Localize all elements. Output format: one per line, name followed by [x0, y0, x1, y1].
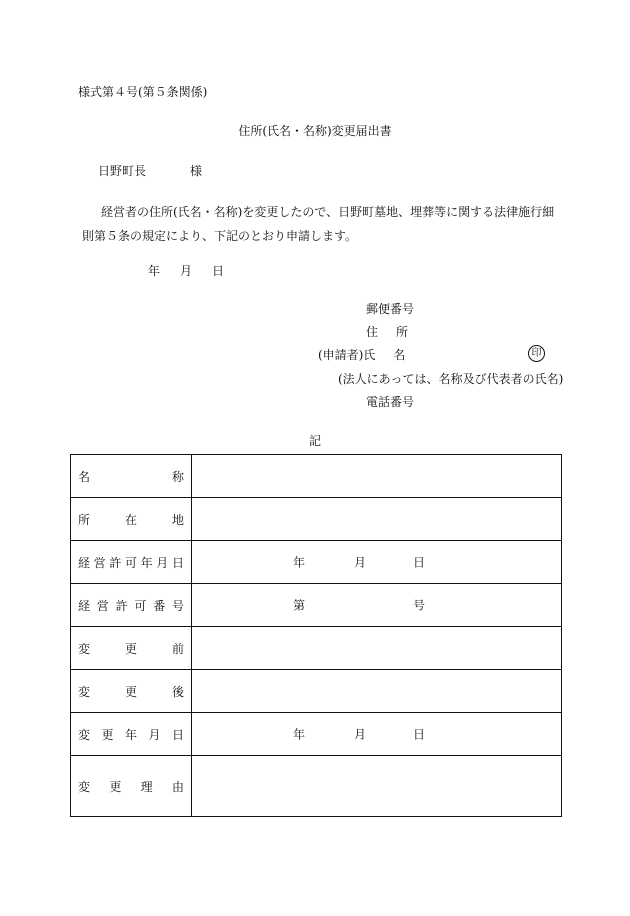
- row-label: [71, 670, 192, 713]
- row-label-char: 後: [171, 684, 184, 699]
- date-day: 日: [212, 264, 225, 278]
- row-label-char: 月: [156, 555, 169, 570]
- row-label-char: 前: [171, 641, 184, 656]
- row-label-char: 変: [78, 684, 91, 699]
- row-label-char: 変: [78, 779, 91, 794]
- row-label-char: 日: [171, 555, 184, 570]
- applicant-name-label: [318, 346, 405, 363]
- row-label: [71, 455, 192, 498]
- date-month: 月: [180, 264, 193, 278]
- row-label-char: 変: [78, 727, 91, 742]
- table-row-name: [71, 455, 562, 498]
- row-label: [71, 498, 192, 541]
- row-label-char: 変: [78, 641, 91, 656]
- row-label-char: 名: [78, 469, 91, 484]
- row-label-char: 更: [109, 779, 122, 794]
- table-row-change-date: [71, 713, 562, 756]
- table-row-change-reason: [71, 756, 562, 817]
- row-value-field[interactable]: [192, 455, 562, 498]
- row-label-char: 号: [171, 598, 184, 613]
- address-char-2: 所: [396, 325, 409, 339]
- postal-code-label: 郵便番号: [366, 302, 415, 316]
- row-label-char: 営: [96, 598, 109, 613]
- row-label-char: 更: [124, 641, 137, 656]
- row-label: [71, 713, 192, 756]
- row-label-char: 可: [124, 555, 137, 570]
- document-title: 住所(氏名・名称)変更届出書: [238, 124, 392, 138]
- value-date-unit: 年: [293, 555, 306, 570]
- row-label-char: 更: [124, 684, 137, 699]
- row-label: [71, 627, 192, 670]
- row-label-char: 年: [140, 555, 153, 570]
- value-date-unit: 日: [413, 555, 426, 570]
- addressee-name: 日野町長: [98, 164, 147, 178]
- row-label: [71, 541, 192, 584]
- row-label: [71, 756, 192, 817]
- body-text-line-2: 則第５条の規定により、下記のとおり申請します。: [82, 229, 358, 243]
- row-value-field[interactable]: [192, 541, 562, 584]
- row-label-char: 経: [78, 555, 91, 570]
- row-value-field[interactable]: [192, 498, 562, 541]
- row-label-char: 日: [171, 727, 184, 742]
- value-date-unit: 月: [354, 555, 367, 570]
- table-row-permit-number: [71, 584, 562, 627]
- row-label-char: 可: [134, 598, 147, 613]
- address-char-1: 住: [366, 325, 379, 339]
- row-label-char: 許: [115, 598, 128, 613]
- row-value-field[interactable]: [192, 756, 562, 817]
- row-label-char: 由: [171, 779, 184, 794]
- row-value-field[interactable]: [192, 670, 562, 713]
- row-label-char: 許: [109, 555, 122, 570]
- row-label-char: 更: [101, 727, 114, 742]
- applicant-prefix: (申請者)氏: [318, 348, 376, 362]
- seal-icon: 印: [528, 345, 545, 362]
- body-text-line-1: 経営者の住所(氏名・名称)を変更したので、日野町墓地、埋葬等に関する法律施行細: [101, 205, 555, 219]
- phone-number-label: 電話番号: [366, 395, 415, 409]
- value-number-part: 号: [413, 598, 426, 613]
- table-row-before-change: [71, 627, 562, 670]
- row-label-char: 地: [171, 512, 184, 527]
- table-row-permit-date: [71, 541, 562, 584]
- row-value-field[interactable]: [192, 584, 562, 627]
- row-label: [71, 584, 192, 627]
- row-value-field[interactable]: [192, 713, 562, 756]
- row-label-char: 営: [93, 555, 106, 570]
- value-number-part: 第: [293, 598, 306, 613]
- table-row-location: [71, 498, 562, 541]
- row-label-char: 所: [78, 512, 91, 527]
- addressee-honorific: 様: [190, 164, 203, 178]
- row-label-char: 番: [153, 598, 166, 613]
- ki-heading: 記: [308, 434, 321, 448]
- submission-date: [148, 262, 244, 279]
- row-label-char: 月: [148, 727, 161, 742]
- row-label-char: 称: [171, 469, 184, 484]
- corporation-note: (法人にあっては、名称及び代表者の氏名): [338, 372, 564, 386]
- date-year: 年: [148, 264, 161, 278]
- value-date-unit: 日: [413, 727, 426, 742]
- row-label-char: 在: [124, 512, 137, 527]
- value-date-unit: 月: [354, 727, 367, 742]
- row-label-char: 経: [78, 598, 91, 613]
- row-value-field[interactable]: [192, 627, 562, 670]
- table-row-after-change: [71, 670, 562, 713]
- row-label-char: 年: [124, 727, 137, 742]
- addressee: [98, 162, 202, 179]
- form-number: 様式第４号(第５条関係): [78, 85, 208, 99]
- address-label: [366, 323, 408, 340]
- value-date-unit: 年: [293, 727, 306, 742]
- detail-table: [70, 454, 562, 817]
- row-label-char: 理: [140, 779, 153, 794]
- applicant-name-char: 名: [393, 348, 406, 362]
